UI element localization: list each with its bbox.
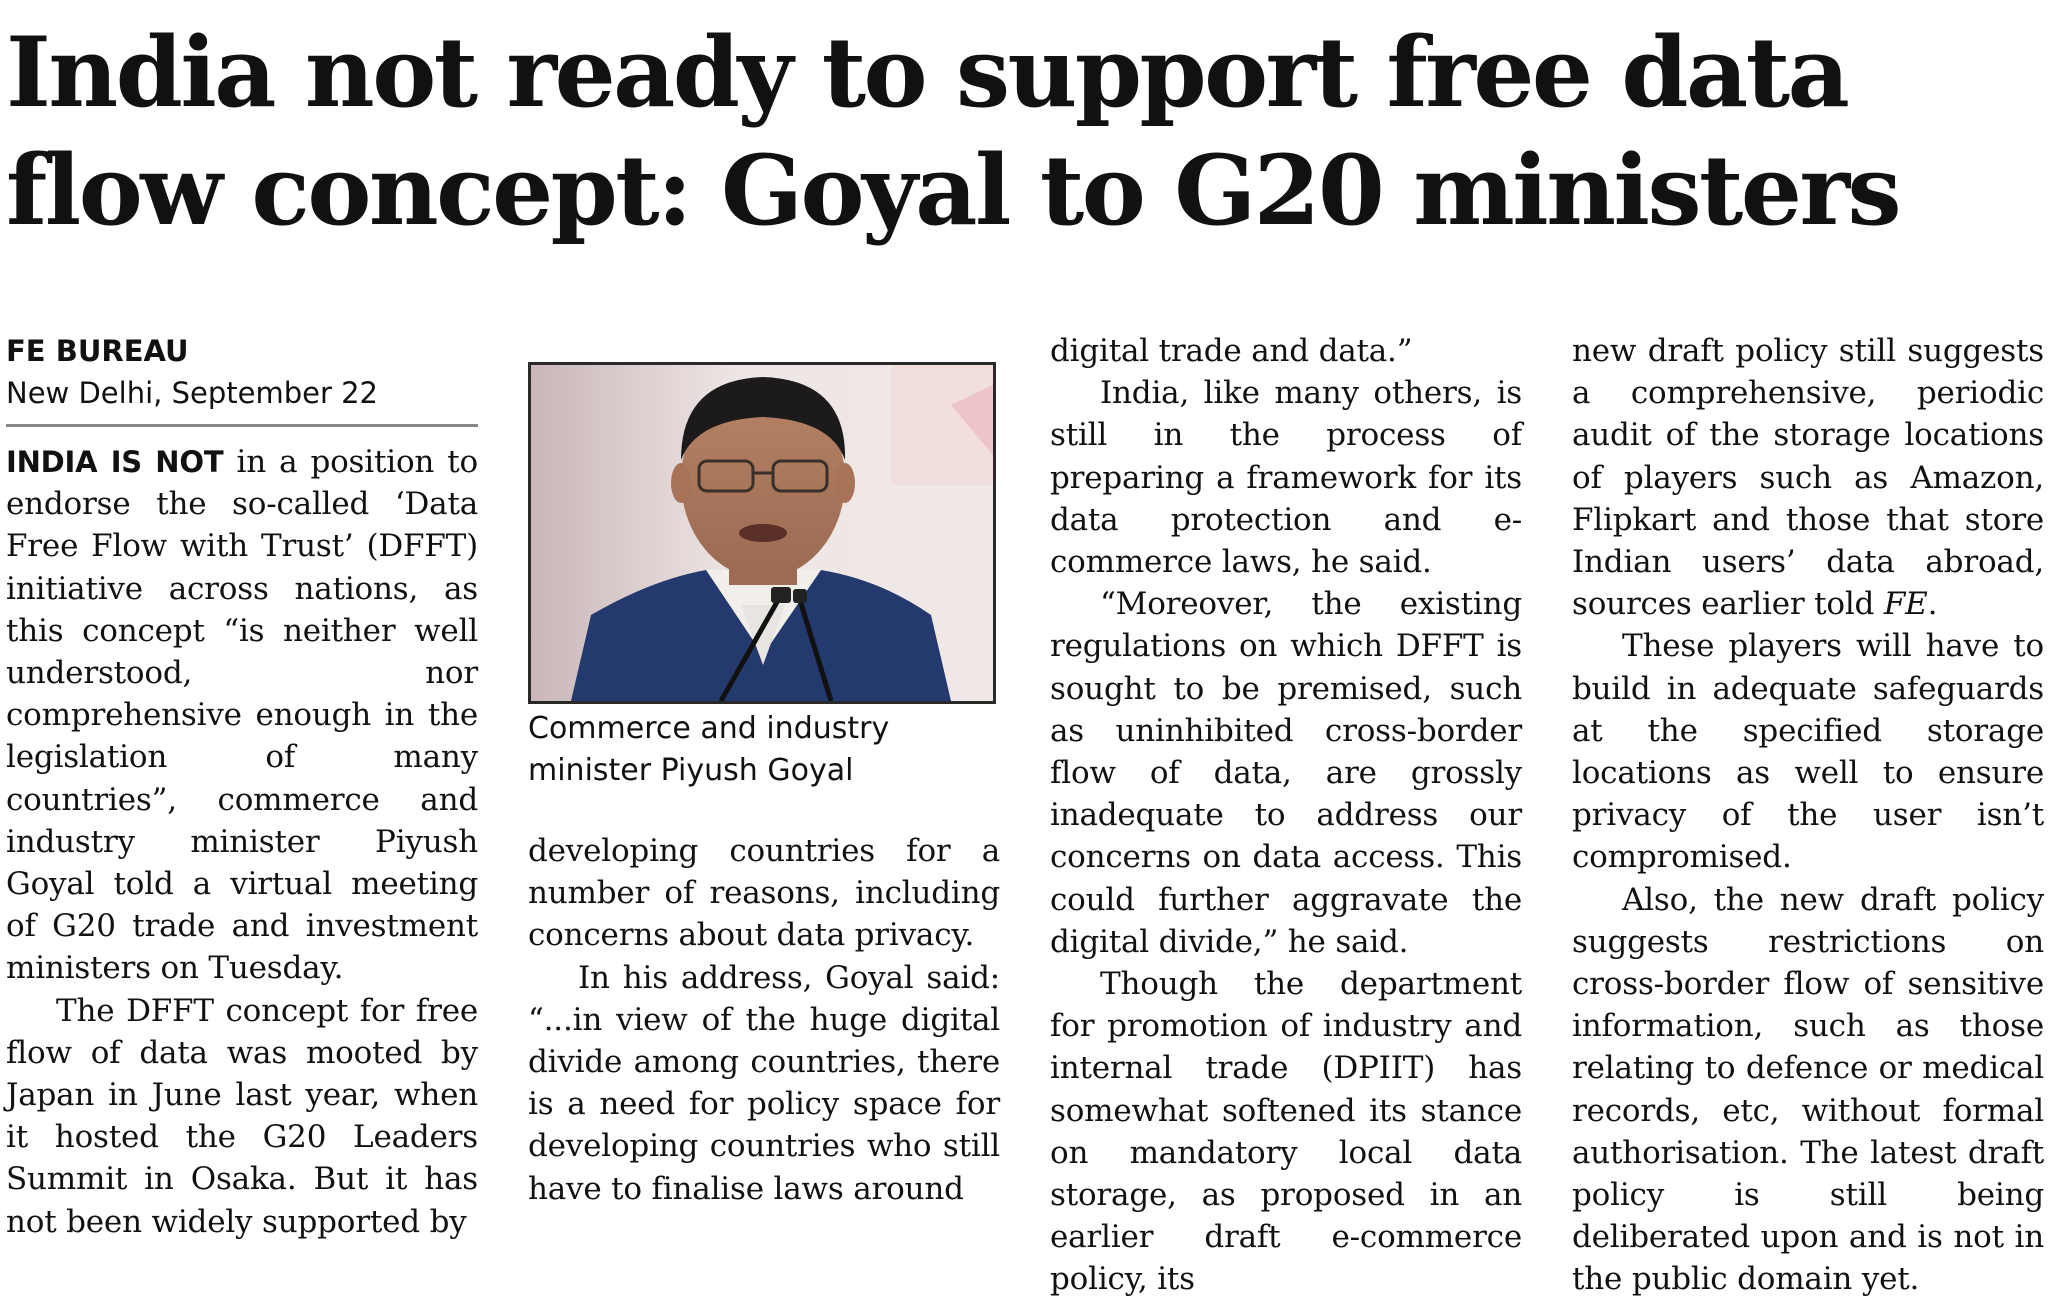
paragraph-text: new draft policy still suggests a comprehensive, periodic audit of the storage locations of players such as Amazon, Flipkart and those that store Indian users’ data abroad, sources earlier told: [1572, 333, 2044, 623]
byline-bureau: FE BUREAU: [6, 334, 189, 368]
article-paragraph: In his address, Goyal said: “...in view of the huge digital divide among countries, there is a need for policy space for developing countries who still have to finalise laws around: [528, 959, 1000, 1207]
article-column-2: [528, 830, 1000, 1210]
portrait-image: [531, 365, 993, 701]
article-paragraph: [1572, 330, 2044, 625]
headline: India not ready to support free data flow concept: Goyal to G20 ministers: [6, 16, 1900, 247]
byline: [6, 330, 478, 414]
byline-dateline: New Delhi, September 22: [6, 376, 378, 410]
article-column-1: [6, 330, 478, 1243]
article-paragraph: developing countries for a number of reasons, including concerns about data privacy.: [528, 833, 1000, 954]
article-paragraph: [6, 441, 478, 990]
lead-in-caps: INDIA IS NOT: [6, 445, 224, 479]
photo-caption: Commerce and industry minister Piyush Goyal: [528, 711, 890, 788]
byline-divider: [6, 424, 478, 427]
minister-photo: [528, 362, 996, 704]
article-paragraph: These players will have to build in adequate safeguards at the specified storage locations as well to ensure privacy of the user isn’t compromised.: [1572, 628, 2044, 876]
article-paragraph: digital trade and data.”: [1050, 333, 1413, 369]
article-paragraph: Though the department for promotion of industry and internal trade (DPIIT) has somewhat softened its stance on mandatory local data storage, as proposed in an earlier draft e-commerce policy, its: [1050, 966, 1522, 1298]
lead-paragraph-text: in a position to endorse the so-called ‘Data Free Flow with Trust’ (DFFT) initiative across nations, as this concept “is neither well understood, nor comprehensive enough in the legislation of many countries”, commerce and industry minister Piyush Goyal told a virtual meeting of G20 trade and investment ministers on Tuesday.: [6, 444, 478, 987]
paragraph-end: .: [1927, 586, 1938, 623]
publication-abbrev: FE: [1883, 586, 1928, 623]
article-paragraph: “Moreover, the existing regulations on which DFFT is sought to be premised, such as uninhibited cross-border flow of data, are grossly inadequate to address our concerns on data access. This could further aggravate the digital divide,” he said.: [1050, 586, 1522, 960]
article-paragraph: India, like many others, is still in the process of preparing a framework for its data protection and e-commerce laws, he said.: [1050, 375, 1522, 581]
article-column-3: [1050, 330, 1522, 1301]
article-paragraph: Also, the new draft policy suggests restrictions on cross-border flow of sensitive information, such as those relating to defence or medical records, etc, without formal authorisation. The latest draft policy is still being deliberated upon and is not in the public domain yet.: [1572, 881, 2044, 1298]
article-column-4: [1572, 330, 2044, 1301]
article-paragraph: The DFFT concept for free flow of data was mooted by Japan in June last year, when it hosted the G20 Leaders Summit in Osaka. But it has not been widely supported by: [6, 992, 478, 1240]
